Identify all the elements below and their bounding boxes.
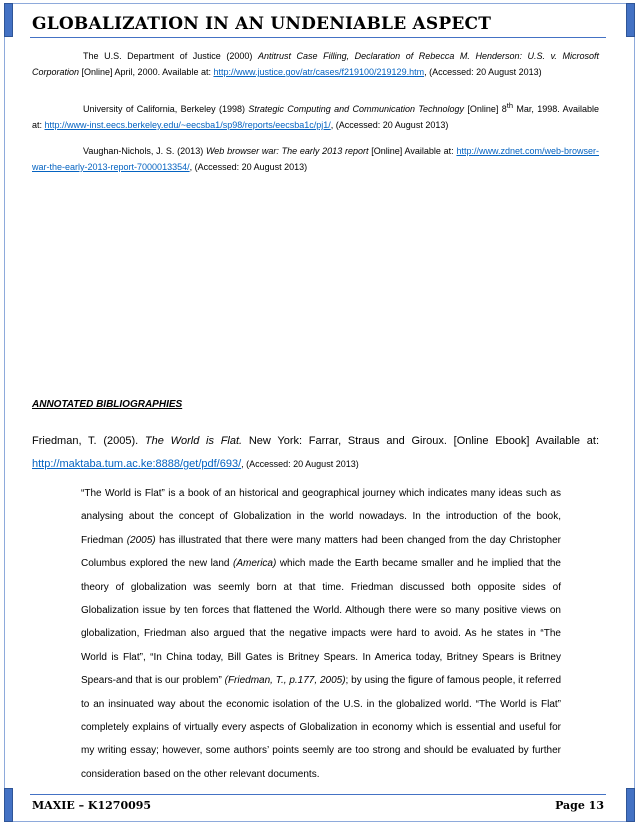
annotation-emphasis: (Friedman, T., p.177, 2005) <box>224 675 346 687</box>
footer-divider <box>30 794 606 795</box>
annotation-emphasis: (America) <box>232 558 277 570</box>
reference-accessed: , (Accessed: 20 August 2013) <box>330 120 449 130</box>
footer-author: MAXIE – K1270095 <box>32 799 152 812</box>
annotation-emphasis: (2005) <box>126 534 156 546</box>
corner-tab-top-right <box>626 3 635 37</box>
reference-link[interactable]: http://www.justice.gov/atr/cases/f219100/219129.htm <box>213 67 425 77</box>
reference-details: Mar, 1998. Available at: <box>32 104 599 130</box>
annotation-text: has illustrated that there were many matters had been changed from the day Christopher Columbus explored the new land <box>81 534 561 570</box>
citation-author: Friedman, T. (2005). <box>32 435 145 447</box>
reference-details: [Online] Available at: <box>368 146 457 156</box>
reference-title: Strategic Computing and Communication Technology <box>248 104 465 114</box>
citation-accessed: , (Accessed: 20 August 2013) <box>241 459 359 469</box>
header-divider <box>30 37 606 38</box>
page-header-title: GLOBALIZATION IN AN UNDENIABLE ASPECT <box>32 14 492 34</box>
corner-tab-top-left <box>4 3 13 37</box>
annotated-entry-citation <box>32 430 599 476</box>
reference-author: The U.S. Department of Justice (2000) <box>83 51 258 61</box>
reference-link[interactable]: http://www-inst.eecs.berkeley.edu/~eecsba1/sp98/reports/eecsba1c/pj1/ <box>44 120 331 130</box>
annotated-bibliographies-heading: ANNOTATED BIBLIOGRAPHIES <box>32 399 183 410</box>
reference-title: Web browser war: The early 2013 report <box>205 146 369 156</box>
annotation-paragraph <box>81 482 561 786</box>
reference-accessed: , (Accessed: 20 August 2013) <box>424 67 542 77</box>
corner-tab-bottom-right <box>626 788 635 822</box>
reference-details: [Online] 8 <box>464 104 507 114</box>
ordinal-suffix: th <box>506 101 514 110</box>
reference-author: University of California, Berkeley (1998) <box>83 104 249 114</box>
reference-author: Vaughan-Nichols, J. S. (2013) <box>83 146 206 156</box>
annotation-text: ; by using the figure of famous people, it referred to an insinuated way about the economic isolation of the U.S. in the globalized world. “The World is Flat” completely explains of virtually every aspects of Globalization in economy which is essential and useful for my writing essay; however, some authors’ points seemly are too strong and should be evaluated by further consideration based on the other relevant documents. <box>81 675 562 780</box>
corner-tab-bottom-left <box>4 788 13 822</box>
footer-page-number: Page 13 <box>555 799 604 812</box>
reference-entry <box>32 143 599 175</box>
citation-link[interactable]: http://maktaba.tum.ac.ke:8888/get/pdf/693/ <box>32 458 242 470</box>
reference-link[interactable]: http://www.zdnet.com/web-browser-war-the-early-2013-report-7000013354/ <box>32 146 600 172</box>
reference-title: Antitrust Case Filling, Declaration of Rebecca M. Henderson: U.S. v. Microsoft Corporation <box>32 51 599 77</box>
citation-details: New York: Farrar, Straus and Giroux. [Online Ebook] Available at: <box>242 435 599 447</box>
reference-entry <box>32 98 599 133</box>
annotation-text: “The World is Flat” is a book of an historical and geographical journey which indicates many ideas such as analysing about the concept of Globalization in the world nowadays. In the introduction of the book, Friedman <box>81 488 561 546</box>
reference-details: [Online] April, 2000. Available at: <box>79 67 214 77</box>
citation-title: The World is Flat. <box>144 435 243 447</box>
annotation-text: which made the Earth became smaller and he implied that the theory of globalization was seemly born at that time. Friedman discussed both opposite sides of Globalization issue by ten forces that flattened the World. Although there were so many positive views on globalization, Friedman also argued that the negative impacts were hard to avoid. As he states in “The World is Flat”, “In China today, Bill Gates is Britney Spears. In America today, Britney Spears is Britney Spears-and that is our problem” <box>81 558 561 687</box>
reference-entry <box>32 48 599 80</box>
reference-accessed: , (Accessed: 20 August 2013) <box>189 162 308 172</box>
